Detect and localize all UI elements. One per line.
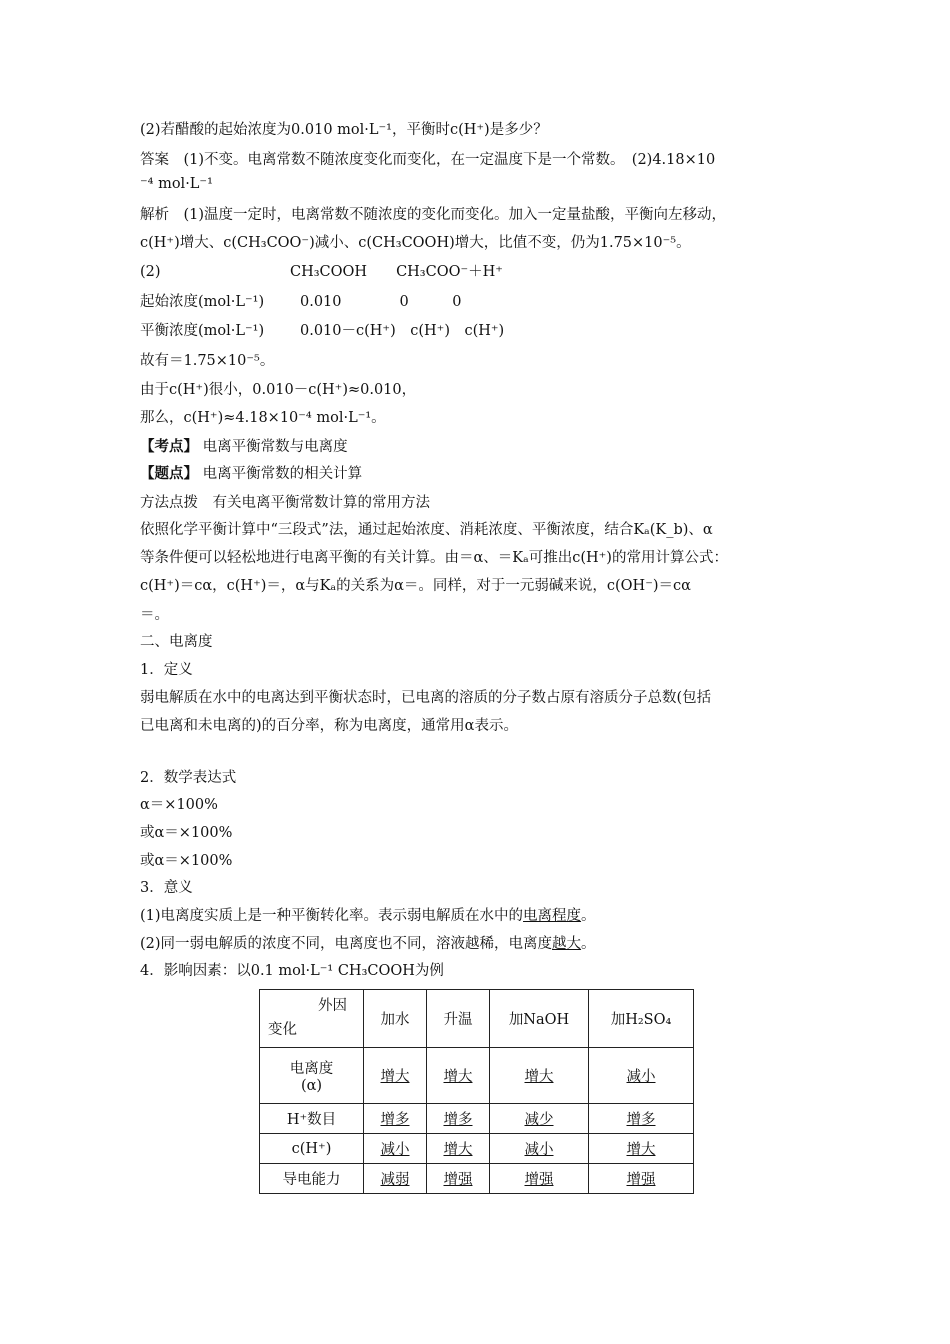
formula-2: 或α＝×100% <box>140 825 233 841</box>
table-cell <box>364 1104 427 1134</box>
meaning-1-answer: 电离程度 <box>523 908 582 924</box>
cell-value: 减小 <box>524 1142 554 1158</box>
equation-label: (2) <box>140 264 161 280</box>
table-cell <box>427 1048 490 1104</box>
table-cell <box>589 1048 694 1104</box>
header-cell: 升温 <box>427 990 490 1048</box>
table-cell <box>427 1164 490 1194</box>
table-row <box>260 1164 694 1194</box>
header-cell: 加NaOH <box>490 990 589 1048</box>
meaning-title: 3．意义 <box>140 880 193 896</box>
cell-value: 增强 <box>443 1172 473 1188</box>
start-conc-label: 起始浓度(mol·L⁻¹) <box>140 294 265 310</box>
method-title: 方法点拨 有关电离平衡常数计算的常用方法 <box>140 495 430 511</box>
table-cell <box>364 1134 427 1164</box>
table-cell <box>589 1134 694 1164</box>
table-row <box>260 1134 694 1164</box>
cell-value: 增大 <box>524 1069 554 1085</box>
method-line-1: 依照化学平衡计算中“三段式”法，通过起始浓度、消耗浓度、平衡浓度，结合Kₐ(K_b)、α <box>140 522 713 538</box>
answer-line-2: ⁻⁴ mol·L⁻¹ <box>140 176 213 192</box>
hence-line: 故有＝1.75×10⁻⁵。 <box>140 353 275 369</box>
meaning-2-end: 。 <box>581 936 596 952</box>
meaning-1-end: 。 <box>581 908 596 924</box>
cell-value: 增大 <box>626 1142 656 1158</box>
row-label: H⁺数目 <box>260 1104 364 1134</box>
meaning-1-text: (1)电离度实质上是一种平衡转化率。表示弱电解质在水中的 <box>140 908 524 924</box>
method-line-2: 等条件便可以轻松地进行电离平衡的有关计算。由＝α、＝Kₐ可推出c(H⁺)的常用计算公式： <box>140 550 728 566</box>
cell-value: 增大 <box>380 1069 410 1085</box>
cell-value: 增大 <box>443 1069 473 1085</box>
table-cell <box>364 1164 427 1194</box>
definition-line-1: 弱电解质在水中的电离达到平衡状态时，已电离的溶质的分子数占原有溶质分子总数(包括 <box>140 690 712 706</box>
table-cell <box>490 1134 589 1164</box>
corner-top-label: 外因 <box>318 998 347 1014</box>
equation-reaction: CH₃COOH CH₃COO⁻＋H⁺ <box>290 264 503 280</box>
table-cell <box>589 1164 694 1194</box>
header-cell: 加水 <box>364 990 427 1048</box>
math-expression-title: 2．数学表达式 <box>140 770 237 786</box>
start-conc-values: 0.010 0 0 <box>300 294 462 310</box>
because-line: 由于c(H⁺)很小，0.010－c(H⁺)≈0.010， <box>140 382 417 398</box>
table-row <box>260 1104 694 1134</box>
table-cell <box>427 1134 490 1164</box>
row-label: 导电能力 <box>260 1164 364 1194</box>
meaning-2 <box>140 934 596 954</box>
then-line: 那么，c(H⁺)≈4.18×10⁻⁴ mol·L⁻¹。 <box>140 410 386 426</box>
answer-line-1: 答案 (1)不变。电离常数不随浓度变化而变化，在一定温度下是一个常数。 (2)4.18×10 <box>140 152 716 168</box>
formula-3: 或α＝×100% <box>140 853 233 869</box>
cell-value: 减小 <box>626 1069 656 1085</box>
meaning-2-answer: 越大 <box>552 936 582 952</box>
tidian-tag: 【题点】 <box>140 465 198 482</box>
cell-value: 增大 <box>443 1142 473 1158</box>
factors-table <box>259 989 694 1194</box>
table-cell <box>490 1104 589 1134</box>
cell-value: 增强 <box>524 1172 554 1188</box>
corner-bottom-label: 变化 <box>268 1022 297 1038</box>
cell-value: 增多 <box>626 1112 656 1128</box>
method-line-4: ＝。 <box>140 607 169 623</box>
row-label-line-1: 电离度 <box>289 1061 334 1077</box>
analysis-line-1: 解析 (1)温度一定时，电离常数不随浓度的变化而变化。加入一定量盐酸，平衡向左移动， <box>140 207 727 223</box>
meaning-2-text: (2)同一弱电解质的浓度不同，电离度也不同，溶液越稀，电离度 <box>140 936 553 952</box>
analysis-line-2: c(H⁺)增大、c(CH₃COO⁻)减小、c(CH₃COOH)增大，比值不变，仍为1.75×10⁻⁵。 <box>140 235 691 251</box>
cell-value: 减小 <box>380 1142 410 1158</box>
cell-value: 增多 <box>380 1112 410 1128</box>
kaodian-tag: 【考点】 <box>140 438 198 455</box>
cell-value: 减少 <box>524 1112 554 1128</box>
table-header-row <box>260 990 694 1048</box>
table-cell <box>364 1048 427 1104</box>
table-cell <box>490 1048 589 1104</box>
method-line-3: c(H⁺)＝cα，c(H⁺)＝，α与Kₐ的关系为α＝。同样，对于一元弱碱来说，c(OH⁻)＝cα <box>140 578 691 594</box>
eq-conc-values: 0.010－c(H⁺) c(H⁺) c(H⁺) <box>300 323 505 339</box>
row-label <box>260 1048 364 1104</box>
cell-value: 减弱 <box>380 1172 410 1188</box>
cell-value: 增强 <box>626 1172 656 1188</box>
definition-line-2: 已电离和未电离的)的百分率，称为电离度，通常用α表示。 <box>140 718 518 734</box>
question-2: (2)若醋酸的起始浓度为0.010 mol·L⁻¹，平衡时c(H⁺)是多少？ <box>140 122 548 138</box>
section-2-heading: 二、电离度 <box>140 634 213 650</box>
tidian-row <box>140 464 362 484</box>
meaning-1 <box>140 906 596 926</box>
header-cell: 加H₂SO₄ <box>589 990 694 1048</box>
table-cell <box>427 1104 490 1134</box>
row-label-line-2: (α) <box>300 1078 323 1094</box>
table-cell <box>589 1104 694 1134</box>
formula-1: α＝×100% <box>140 797 218 813</box>
table-cell <box>490 1164 589 1194</box>
factors-title: 4．影响因素：以0.1 mol·L⁻¹ CH₃COOH为例 <box>140 963 444 979</box>
kaodian-row <box>140 437 348 457</box>
row-label: c(H⁺) <box>260 1134 364 1164</box>
tidian-text: 电离平衡常数的相关计算 <box>202 466 363 482</box>
eq-conc-label: 平衡浓度(mol·L⁻¹) <box>140 323 265 339</box>
cell-value: 增多 <box>443 1112 473 1128</box>
table-row <box>260 1048 694 1104</box>
definition-title: 1．定义 <box>140 662 193 678</box>
kaodian-text: 电离平衡常数与电离度 <box>202 439 348 455</box>
corner-cell <box>260 990 364 1048</box>
